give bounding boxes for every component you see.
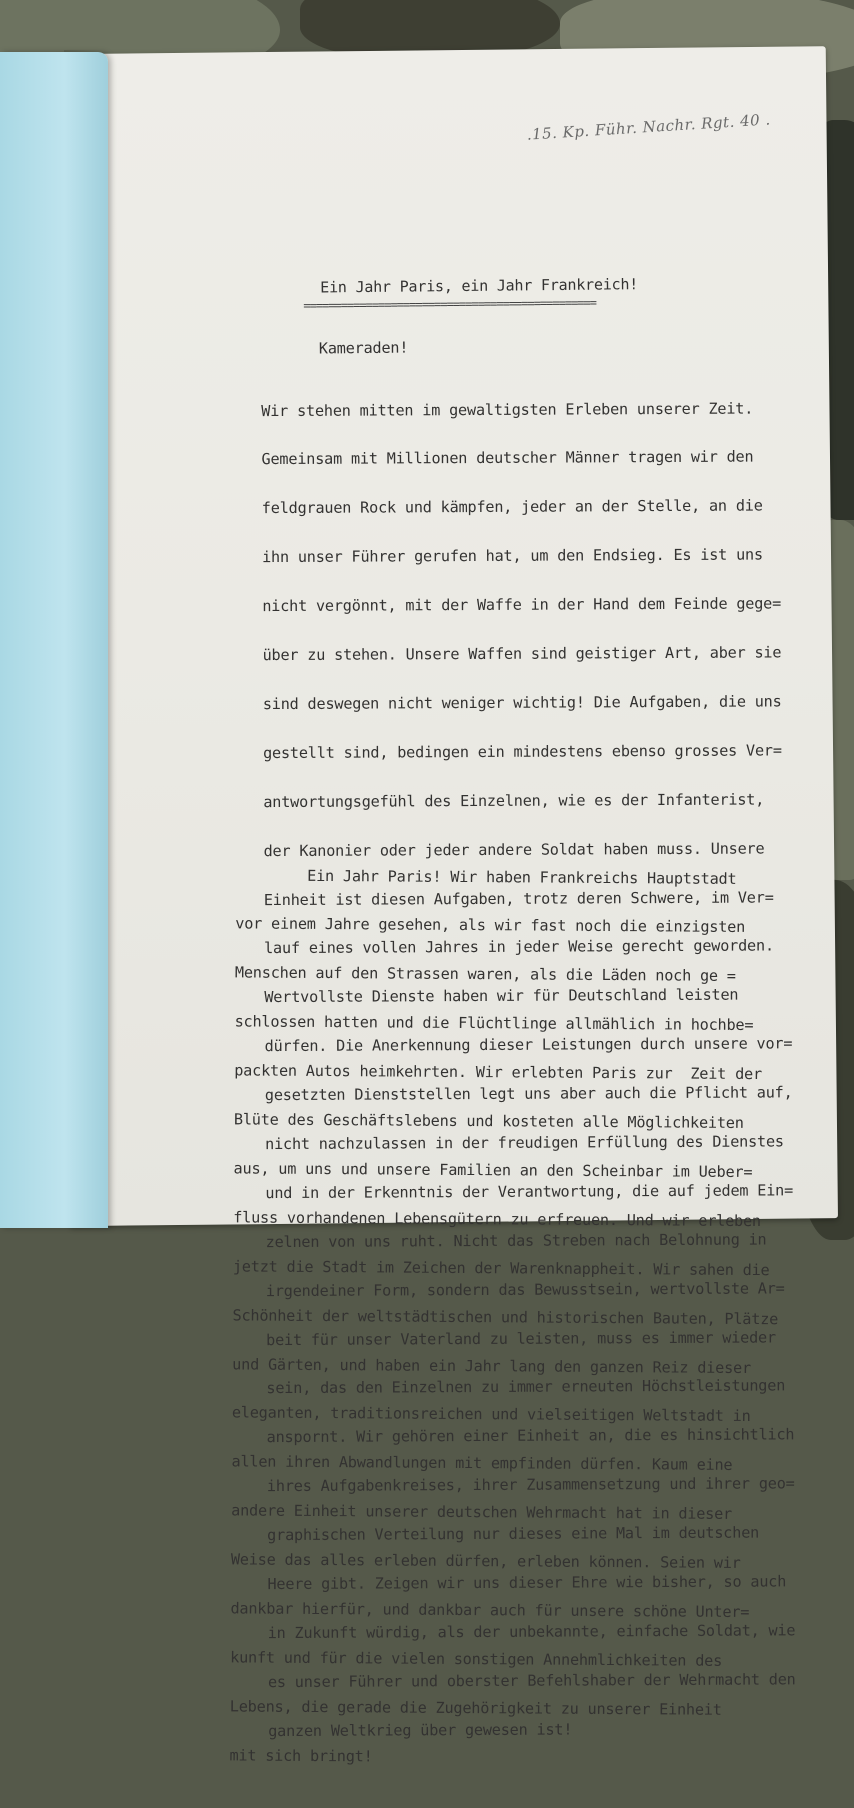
- paragraph-line: es unser Führer und oberster Befehlshaber der Wehrmacht den: [267, 1670, 796, 1691]
- paragraph-line: lauf eines vollen Jahres in jeder Weise gerecht geworden.: [264, 936, 774, 958]
- paragraph-line: nicht nachzulassen in der freudigen Erfüllung des Dienstes: [265, 1132, 784, 1154]
- paragraph-line: über zu stehen. Unsere Waffen sind geistiger Art, aber sie: [262, 643, 782, 665]
- paragraph-line: feldgrauen Rock und kämpfen, jeder an der Stelle, an die: [261, 496, 763, 518]
- paragraph-line: vor einem Jahre gesehen, als wir fast noch die einzigsten: [235, 914, 746, 937]
- paragraph-line: jetzt die Stadt im Zeichen der Warenknappheit. Wir sahen die: [232, 1257, 770, 1279]
- paragraph-line: Blüte des Geschäftslebens und kosteten alle Möglichkeiten: [233, 1110, 744, 1132]
- title-underline: ===============================================: [303, 295, 597, 313]
- paragraph-line: und Gärten, und haben ein Jahr lang den ganzen Reiz dieser: [232, 1354, 752, 1377]
- paragraph-line: sind deswegen nicht weniger wichtig! Die Aufgaben, die uns: [262, 692, 782, 714]
- paragraph-line: irgendeiner Form, sondern das Bewusstsein, wertvollste Ar=: [265, 1279, 785, 1300]
- paragraph-line: allen ihren Abwandlungen mit empfinden dürfen. Kaum eine: [231, 1452, 733, 1475]
- paragraph-line: Menschen auf den Strassen waren, als die Läden noch ge =: [234, 963, 736, 986]
- paragraph-line: graphischen Verteilung nur dieses eine Mal im deutschen: [267, 1523, 760, 1545]
- paragraph-line: ihn unser Führer gerufen hat, um den Endsieg. Es ist uns: [261, 545, 763, 567]
- paragraph-line: nicht vergönnt, mit der Waffe in der Hand dem Feinde gege=: [262, 594, 782, 616]
- blue-cover: [0, 52, 108, 1228]
- paragraph-line: dürfen. Die Anerkennung dieser Leistungen durch unsere vor=: [264, 1034, 793, 1056]
- paragraph-line: Wir stehen mitten im gewaltigsten Erleben unserer Zeit.: [261, 399, 754, 420]
- paragraph-line: packten Autos heimkehrten. Wir erlebten Paris zur Zeit der: [234, 1061, 763, 1084]
- paragraph-line: Weise das alles erleben dürfen, erleben können. Seien wir: [230, 1550, 741, 1573]
- paragraph-line: kunft und für die vielen sonstigen Annehmlichkeiten des: [230, 1648, 723, 1670]
- paragraph-line: aus, um uns und unsere Familien an den Scheinbar im Ueber=: [233, 1159, 753, 1181]
- paragraph-line: Heere gibt. Zeigen wir uns dieser Ehre wie bisher, so auch: [267, 1572, 787, 1594]
- document-title: Ein Jahr Paris, ein Jahr Frankreich!: [320, 275, 639, 297]
- paragraph-line: Ein Jahr Paris! Wir haben Frankreichs Hauptstadt: [235, 865, 737, 888]
- paragraph-line: anspornt. Wir gehören einer Einheit an, die es hinsichtlich: [266, 1425, 795, 1447]
- paragraph-line: der Kanonier oder jeder andere Soldat haben muss. Unsere: [263, 839, 765, 860]
- paragraph-line: ihres Aufgabenkreises, ihrer Zusammensetzung und ihrer geo=: [266, 1474, 795, 1496]
- paragraph-line: gesetzten Dienststellen legt uns aber auch die Pflicht auf,: [264, 1083, 793, 1105]
- paragraph-line: antwortungsgefühl des Einzelnen, wie es der Infanterist,: [263, 790, 765, 811]
- paragraph-2: [229, 834, 781, 1799]
- paragraph-line: gestellt sind, bedingen ein mindestens ebenso grosses Ver=: [263, 741, 782, 762]
- paragraph-line: sein, das den Einzelnen zu immer erneuten Höchstleistungen: [266, 1376, 786, 1398]
- paragraph-line: Lebens, die gerade die Zugehörigkeit zu unserer Einheit: [229, 1697, 722, 1719]
- paragraph-line: beit für unser Vaterland zu leisten, muss es immer wieder: [266, 1327, 776, 1349]
- handwritten-note: .15. Kp. Führ. Nachr. Rgt. 40 .: [526, 110, 772, 144]
- paragraph-line: schlossen hatten und die Flüchtlinge allmählich in hochbe=: [234, 1012, 754, 1035]
- paragraph-line: eleganten, traditionsreichen und vielseitigen Weltstadt in: [231, 1403, 751, 1426]
- typed-page: [58, 46, 838, 1765]
- paragraph-line: andere Einheit unserer deutschen Wehrmacht hat in dieser: [231, 1501, 733, 1524]
- paragraph-line: ganzen Weltkrieg über gewesen ist!: [268, 1720, 573, 1740]
- paragraph-line: Schönheit der weltstädtischen und historischen Bauten, Plätze: [232, 1305, 779, 1328]
- greeting: Kameraden!: [318, 338, 409, 358]
- paragraph-line: zelnen von uns ruht. Nicht das Streben nach Belohnung in: [265, 1230, 767, 1251]
- paragraph-line: und in der Erkenntnis der Verantwortung, die auf jedem Ein=: [265, 1181, 794, 1202]
- paragraph-line: Gemeinsam mit Millionen deutscher Männer tragen wir den: [261, 448, 754, 469]
- paragraph-line: dankbar hierfür, und dankbar auch für unsere schöne Unter=: [230, 1599, 750, 1621]
- paragraph-line: mit sich bringt!: [229, 1746, 373, 1765]
- paragraph-line: Wertvollste Dienste haben wir für Deutschland leisten: [264, 985, 739, 1007]
- paragraph-line: in Zukunft würdig, als der unbekannte, einfache Soldat, wie: [267, 1621, 796, 1642]
- paragraph-line: fluss vorhandenen Lebensgütern zu erfreuen. Und wir erleben: [233, 1208, 761, 1230]
- paragraph-line: Einheit ist diesen Aufgaben, trotz deren Schwere, im Ver=: [263, 887, 774, 909]
